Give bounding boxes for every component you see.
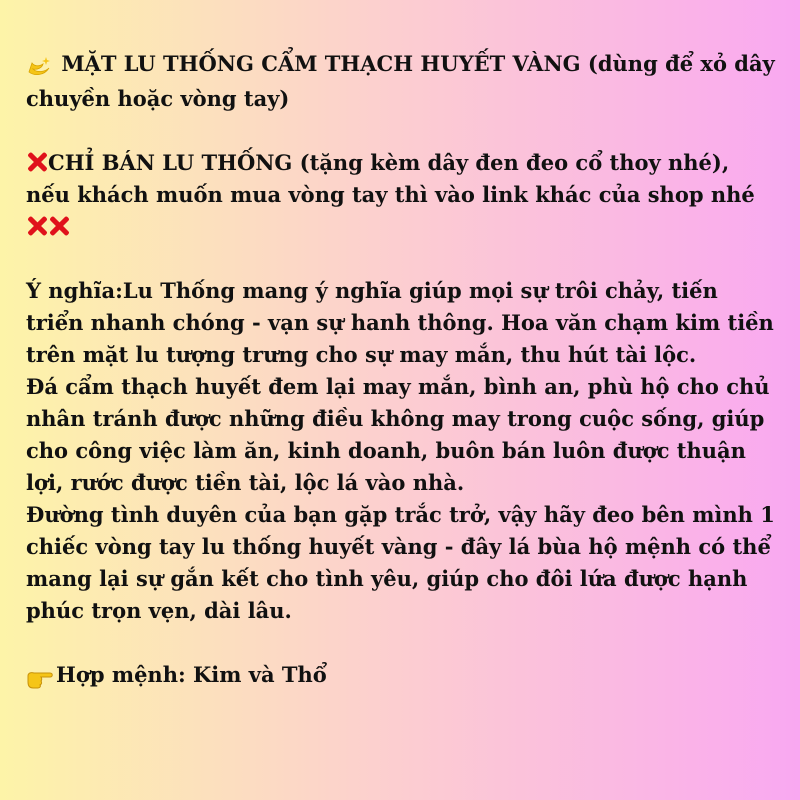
spacer <box>26 243 776 275</box>
dizzy-icon <box>26 51 52 83</box>
note-text: CHỈ BÁN LU THỐNG (tặng kèm dây đen đeo cổ thoy nhé), nếu khách muốn mua vòng tay thì vào link khác của shop nhé <box>26 150 755 207</box>
cross-mark-icon <box>26 215 48 237</box>
note-paragraph <box>26 147 776 243</box>
compatibility-paragraph <box>26 659 776 694</box>
love-paragraph: Đường tình duyên của bạn gặp trắc trở, vậy hãy đeo bên mình 1 chiếc vòng tay lu thống huyết vàng - đây lá bùa hộ mệnh có thể mang lại sự gắn kết cho tình yêu, giúp cho đôi lứa được hạnh phúc trọn vẹn, dài lâu. <box>26 502 775 623</box>
cross-mark-icon <box>48 215 70 237</box>
spacer <box>26 627 776 659</box>
meaning-paragraph: Ý nghĩa:Lu Thống mang ý nghĩa giúp mọi sự trôi chảy, tiến triển nhanh chóng - vạn sự hanh thông. Hoa văn chạm kim tiền trên mặt lu tượng trưng cho sự may mắn, thu hút tài lộc. <box>26 278 774 367</box>
spacer <box>26 115 776 147</box>
benefit-paragraph: Đá cẩm thạch huyết đem lại may mắn, bình an, phù hộ cho chủ nhân tránh được những điều không may trong cuộc sống, giúp cho công việc làm ăn, kinh doanh, buôn bán luôn được thuận lợi, rước được tiền tài, lộc lá vào nhà. <box>26 374 770 495</box>
title-text: MẶT LU THỐNG CẨM THẠCH HUYẾT VÀNG (dùng để xỏ dây chuyền hoặc vòng tay) <box>26 51 775 111</box>
cross-mark-icon <box>26 151 48 173</box>
backhand-index-pointing-right-icon <box>26 662 54 694</box>
compatibility-text: Hợp mệnh: Kim và Thổ <box>56 662 327 687</box>
title-paragraph <box>26 48 776 115</box>
